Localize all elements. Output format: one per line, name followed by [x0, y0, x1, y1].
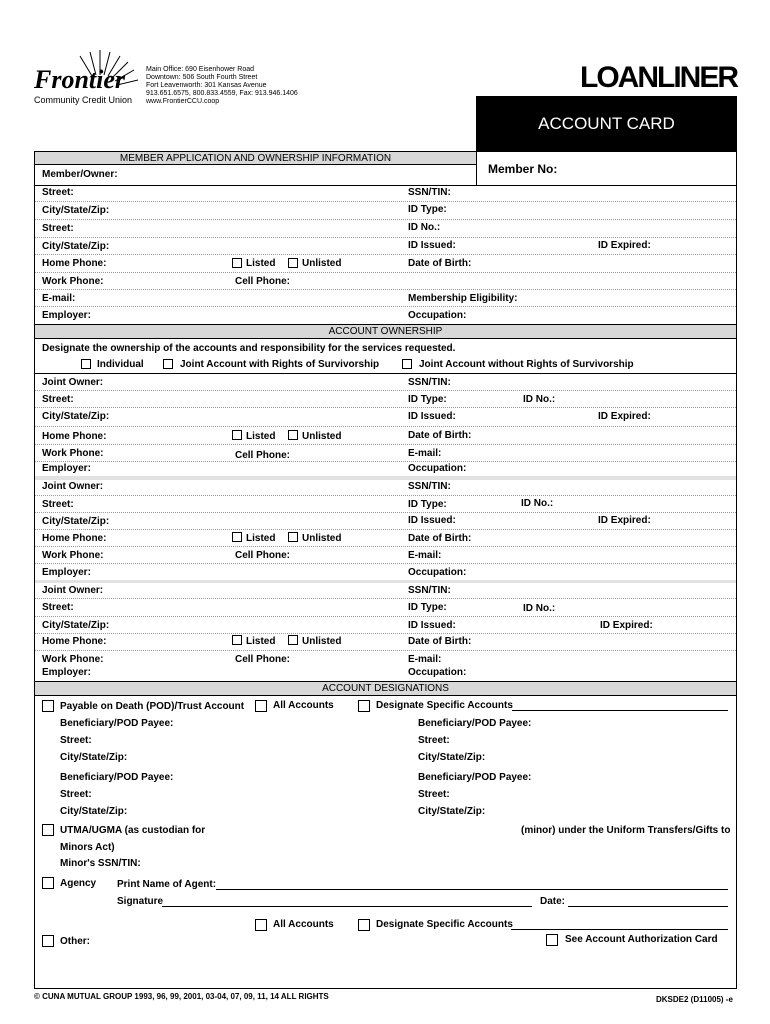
cell-phone-label: Cell Phone: [235, 450, 291, 461]
divider [35, 426, 736, 427]
id-no-label: ID No.: [521, 498, 554, 509]
print-name-label: Print Name of Agent: [117, 879, 217, 890]
unlisted-checkbox[interactable] [288, 532, 298, 542]
utma-label: UTMA/UGMA (as custodian for [60, 825, 206, 836]
ownership-band [35, 324, 736, 339]
divider [476, 151, 477, 186]
unlisted-checkbox[interactable] [288, 430, 298, 440]
id-expired-label: ID Expired: [598, 411, 651, 422]
home-phone-label: Home Phone: [42, 431, 107, 442]
divider [35, 306, 736, 307]
utma-checkbox[interactable] [42, 824, 54, 836]
id-type-label: ID Type: [408, 602, 447, 613]
divider [35, 254, 736, 255]
divider [35, 373, 736, 374]
agency-label: Agency [60, 878, 97, 889]
member-owner-label: Member/Owner: [42, 169, 118, 180]
cell-phone-label: Cell Phone: [235, 550, 291, 561]
work-phone-label: Work Phone: [42, 550, 104, 561]
employer-label: Employer: [42, 463, 91, 474]
divider [35, 272, 736, 273]
date-line[interactable] [568, 906, 728, 907]
city-label: City/State/Zip: [42, 205, 110, 216]
email-label: E-mail: [408, 448, 442, 459]
email-label: E-mail: [408, 654, 442, 665]
joint-with-survivorship-label: Joint Account with Rights of Survivorship [180, 359, 380, 370]
home-phone-label: Home Phone: [42, 258, 107, 269]
all-accounts-label: All Accounts [273, 919, 334, 930]
ssn-label: SSN/TIN: [408, 377, 451, 388]
divider [35, 185, 736, 186]
see-auth-checkbox[interactable] [546, 934, 558, 946]
joint-owner-label: Joint Owner: [42, 377, 104, 388]
divider [35, 201, 736, 202]
street-label: Street: [42, 602, 74, 613]
agent-name-line[interactable] [216, 889, 728, 890]
org-subtitle: Community Credit Union [34, 95, 133, 105]
employer-label: Employer: [42, 310, 91, 321]
id-expired-label: ID Expired: [600, 620, 653, 631]
frontier-logo [30, 48, 140, 108]
title-bar [476, 96, 737, 151]
divider [35, 444, 736, 445]
city-label: City/State/Zip: [60, 806, 128, 817]
divider [35, 650, 736, 651]
divider [35, 495, 736, 496]
loanliner-logo: LOANLINER [580, 61, 737, 94]
street-label: Street: [42, 394, 74, 405]
street-label: Street: [60, 789, 92, 800]
member-section-band [35, 151, 476, 165]
pod-checkbox[interactable] [42, 700, 54, 712]
designations-band [35, 681, 736, 696]
street-label: Street: [42, 223, 74, 234]
address-line: Fort Leavenworth: 301 Kansas Avenue [146, 82, 267, 89]
address-line: Main Office: 690 Eisenhower Road [146, 66, 255, 73]
ssn-label: SSN/TIN: [408, 585, 451, 596]
home-phone-label: Home Phone: [42, 533, 107, 544]
unlisted-checkbox[interactable] [288, 258, 298, 268]
copyright: © CUNA MUTUAL GROUP 1993, 96, 99, 2001, 03-04, 07, 09, 11, 14 ALL RIGHTS [34, 992, 329, 1001]
unlisted-label: Unlisted [302, 258, 342, 269]
city-label: City/State/Zip: [42, 411, 110, 422]
unlisted-label: Unlisted [302, 533, 342, 544]
street-label: Street: [42, 499, 74, 510]
dob-label: Date of Birth: [408, 533, 472, 544]
specific-accounts-line[interactable] [512, 710, 728, 711]
id-issued-label: ID Issued: [408, 411, 456, 422]
divider [35, 633, 736, 634]
id-type-label: ID Type: [408, 204, 447, 215]
divider [35, 390, 736, 391]
id-expired-label: ID Expired: [598, 515, 651, 526]
street-label: Street: [418, 735, 450, 746]
email-label: E-mail: [408, 550, 442, 561]
divider [35, 407, 736, 408]
joint-with-survivorship-checkbox[interactable] [163, 359, 173, 369]
divider [35, 616, 736, 617]
designate-specific-checkbox[interactable] [358, 700, 370, 712]
joint-without-survivorship-checkbox[interactable] [402, 359, 412, 369]
divider [35, 461, 736, 462]
city-label: City/State/Zip: [60, 752, 128, 763]
other-checkbox[interactable] [42, 935, 54, 947]
id-type-label: ID Type: [408, 499, 447, 510]
id-no-label: ID No.: [523, 394, 556, 405]
divider [35, 219, 736, 220]
address-line: Downtown: 506 South Fourth Street [146, 74, 258, 81]
joint-owner-label: Joint Owner: [42, 585, 104, 596]
form-code: DKSDE2 (D11005) -e [656, 995, 733, 1004]
agency-checkbox[interactable] [42, 877, 54, 889]
employer-label: Employer: [42, 567, 91, 578]
eligibility-label: Membership Eligibility: [408, 293, 518, 304]
org-name: Frontier [34, 65, 126, 94]
beneficiary-label: Beneficiary/POD Payee: [60, 772, 174, 783]
address-line: 913.651.6575, 800.833.4559, Fax: 913.946.1406 [146, 90, 298, 97]
street-label: Street: [42, 187, 74, 198]
joint-owner-label: Joint Owner: [42, 481, 104, 492]
beneficiary-label: Beneficiary/POD Payee: [418, 772, 532, 783]
specific-accounts-line[interactable] [511, 929, 728, 930]
joint-without-survivorship-label: Joint Account without Rights of Survivorship [419, 359, 634, 370]
see-auth-label: See Account Authorization Card [565, 934, 718, 945]
city-label: City/State/Zip: [418, 806, 486, 817]
pod-label: Payable on Death (POD)/Trust Account [60, 701, 245, 712]
work-phone-label: Work Phone: [42, 448, 104, 459]
unlisted-checkbox[interactable] [288, 635, 298, 645]
unlisted-label: Unlisted [302, 636, 342, 647]
listed-label: Listed [246, 431, 276, 442]
designate-specific-checkbox[interactable] [358, 919, 370, 931]
work-phone-label: Work Phone: [42, 654, 104, 665]
dob-label: Date of Birth: [408, 636, 472, 647]
id-issued-label: ID Issued: [408, 515, 456, 526]
section-heading: MEMBER APPLICATION AND OWNERSHIP INFORMATION [119, 153, 392, 164]
listed-label: Listed [246, 636, 276, 647]
cell-phone-label: Cell Phone: [235, 654, 291, 665]
all-accounts-checkbox[interactable] [255, 919, 267, 931]
occupation-label: Occupation: [408, 463, 467, 474]
city-label: City/State/Zip: [42, 516, 110, 527]
dob-label: Date of Birth: [408, 430, 472, 441]
divider [35, 546, 736, 547]
individual-checkbox[interactable] [81, 359, 91, 369]
city-label: City/State/Zip: [42, 241, 110, 252]
cell-phone-label: Cell Phone: [235, 276, 291, 287]
all-accounts-label: All Accounts [273, 700, 334, 711]
id-type-label: ID Type: [408, 394, 447, 405]
divider [35, 529, 736, 530]
id-no-label: ID No.: [408, 222, 441, 233]
ssn-label: SSN/TIN: [408, 187, 451, 198]
section-heading: ACCOUNT DESIGNATIONS [322, 683, 449, 694]
email-label: E-mail: [42, 293, 76, 304]
utma-right-label: (minor) under the Uniform Transfers/Gifts to [521, 825, 731, 836]
beneficiary-label: Beneficiary/POD Payee: [418, 718, 532, 729]
designate-specific-label: Designate Specific Accounts [376, 700, 513, 711]
street-label: Street: [418, 789, 450, 800]
listed-checkbox[interactable] [232, 430, 242, 440]
all-accounts-checkbox[interactable] [255, 700, 267, 712]
dob-label: Date of Birth: [408, 258, 472, 269]
id-issued-label: ID Issued: [408, 240, 456, 251]
ssn-label: SSN/TIN: [408, 481, 451, 492]
city-label: City/State/Zip: [42, 620, 110, 631]
divider [35, 512, 736, 513]
date-label: Date: [540, 896, 566, 907]
street-label: Street: [60, 735, 92, 746]
listed-checkbox[interactable] [232, 635, 242, 645]
occupation-label: Occupation: [408, 567, 467, 578]
beneficiary-label: Beneficiary/POD Payee: [60, 718, 174, 729]
ownership-instruction: Designate the ownership of the accounts and responsibility for the services requested. [42, 343, 456, 354]
id-expired-label: ID Expired: [598, 240, 651, 251]
address-line: www.FrontierCCU.coop [146, 98, 220, 105]
occupation-label: Occupation: [408, 667, 467, 678]
designate-specific-label: Designate Specific Accounts [376, 919, 513, 930]
city-label: City/State/Zip: [418, 752, 486, 763]
member-no-label: Member No: [488, 162, 558, 176]
minors-act-label: Minors Act) [60, 842, 115, 853]
divider [35, 563, 736, 564]
address-block [146, 66, 298, 106]
employer-label: Employer: [42, 667, 91, 678]
listed-checkbox[interactable] [232, 532, 242, 542]
block-separator [35, 476, 736, 480]
minor-ssn-label: Minor's SSN/TIN: [60, 858, 141, 869]
page-title: ACCOUNT CARD [538, 114, 675, 133]
unlisted-label: Unlisted [302, 431, 342, 442]
home-phone-label: Home Phone: [42, 636, 107, 647]
listed-label: Listed [246, 533, 276, 544]
divider [35, 237, 736, 238]
listed-checkbox[interactable] [232, 258, 242, 268]
signature-line[interactable] [162, 906, 532, 907]
divider [35, 598, 736, 599]
occupation-label: Occupation: [408, 310, 467, 321]
individual-label: Individual [97, 359, 144, 370]
section-heading: ACCOUNT OWNERSHIP [328, 326, 443, 337]
divider [35, 289, 736, 290]
id-no-label: ID No.: [523, 603, 556, 614]
work-phone-label: Work Phone: [42, 276, 104, 287]
block-separator [35, 580, 736, 583]
listed-label: Listed [246, 258, 276, 269]
other-label: Other: [60, 936, 90, 947]
id-issued-label: ID Issued: [408, 620, 456, 631]
signature-label: Signature [117, 896, 164, 907]
